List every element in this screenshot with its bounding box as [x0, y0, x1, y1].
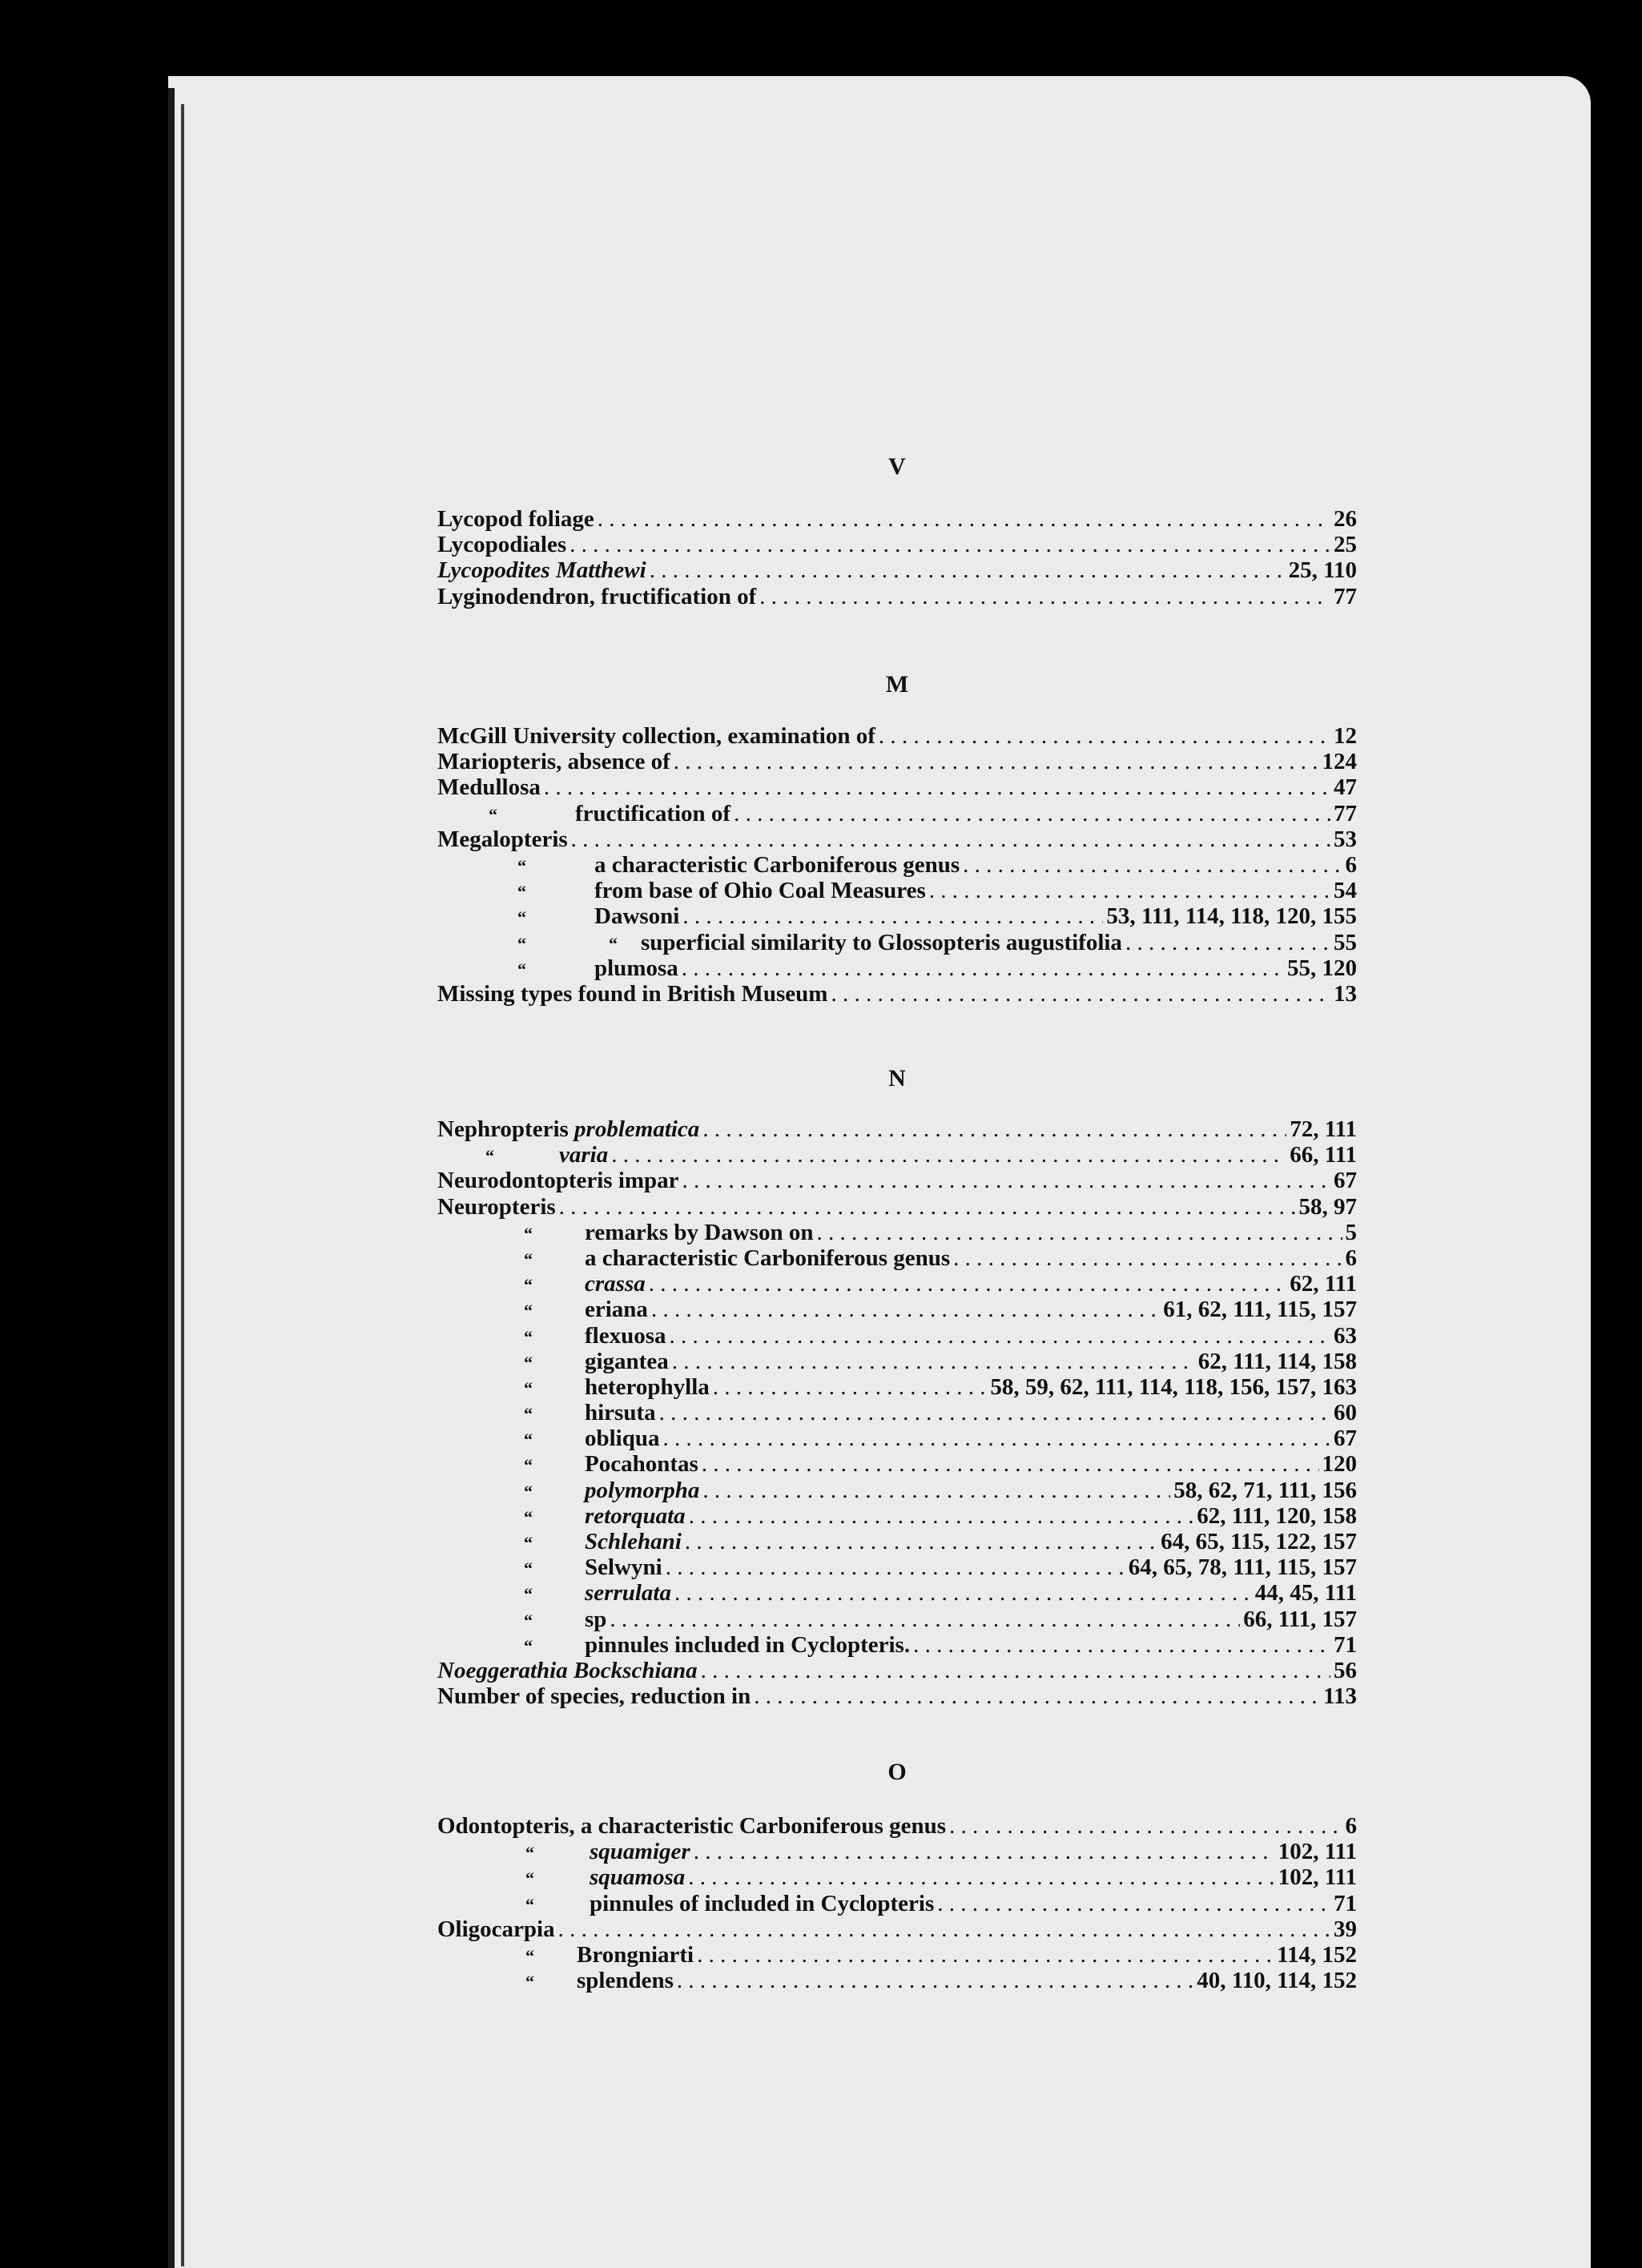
- section-o: [437, 1813, 1357, 1993]
- entry-pages: 66, 111, 157: [1243, 1606, 1357, 1632]
- index-entry: [437, 749, 1357, 774]
- section-letter-o: O: [887, 1759, 907, 1785]
- dot-leader: [569, 532, 1330, 557]
- entry-text: squamiger: [590, 1839, 690, 1865]
- entry-label: [437, 1503, 686, 1530]
- dot-leader: [816, 1220, 1342, 1245]
- entry-label: [437, 1116, 699, 1142]
- index-entry: [437, 1271, 1357, 1297]
- entry-text: polymorpha: [585, 1477, 700, 1503]
- entry-label: [437, 903, 679, 931]
- dot-leader: [682, 955, 1284, 981]
- entry-pages: 62, 111: [1290, 1271, 1357, 1297]
- entry-pages: 64, 65, 115, 122, 157: [1161, 1529, 1357, 1554]
- index-entry: [437, 955, 1357, 981]
- entry-pages: 72, 111: [1290, 1116, 1357, 1142]
- entry-label: [437, 1554, 662, 1582]
- ditto-mark: “: [524, 1481, 533, 1502]
- entry-label: [437, 1349, 669, 1376]
- entry-label: [437, 1426, 660, 1453]
- entry-text: splendens: [577, 1968, 674, 1994]
- entry-label: Medullosa: [437, 774, 541, 801]
- entry-label: [437, 1942, 694, 1969]
- index-entry: [437, 826, 1357, 852]
- dot-leader: [734, 801, 1330, 826]
- entry-pages: 12: [1334, 723, 1357, 749]
- entry-label: [437, 1529, 682, 1556]
- entry-pages: 102, 111: [1278, 1864, 1357, 1891]
- entry-pages: 13: [1334, 980, 1357, 1007]
- entry-pages: 6: [1345, 1245, 1357, 1271]
- entry-text: from base of Ohio Coal Measures: [594, 878, 926, 904]
- entry-label: Neurodontopteris impar: [437, 1168, 679, 1194]
- ditto-mark: “: [525, 1868, 534, 1889]
- entry-text: pinnules included in Cyclopteris.: [585, 1631, 911, 1658]
- ditto-mark: “: [517, 933, 526, 954]
- index-entry: [437, 1658, 1357, 1683]
- entry-pages: 71: [1334, 1890, 1357, 1916]
- entry-label: [437, 801, 730, 828]
- ditto-mark: “: [524, 1635, 533, 1656]
- ditto-mark: “: [517, 855, 526, 876]
- dot-leader: [963, 852, 1342, 878]
- entry-label: Number of species, reduction in: [437, 1683, 751, 1710]
- entry-text: plumosa: [594, 955, 678, 981]
- entry-pages: 67: [1334, 1168, 1357, 1194]
- index-entry: [437, 1864, 1357, 1890]
- dot-leader: [913, 1632, 1330, 1658]
- section-m: [437, 723, 1357, 1007]
- entry-text: obliqua: [585, 1426, 660, 1452]
- entry-text: superficial similarity to Glossopteris augustifolia: [641, 929, 1122, 955]
- index-entry: [437, 801, 1357, 826]
- entry-text: a characteristic Carboniferous genus: [594, 851, 960, 878]
- dot-leader: [663, 1426, 1331, 1451]
- index-entry: [437, 1116, 1357, 1142]
- entry-pages: 113: [1323, 1683, 1357, 1710]
- entry-pages: 58, 62, 71, 111, 156: [1173, 1477, 1357, 1503]
- binding-edge: [168, 88, 175, 2268]
- entry-label: [437, 1891, 934, 1918]
- binding-shadow: [181, 104, 184, 2266]
- index-entry: [437, 1220, 1357, 1245]
- index-entry: [437, 1503, 1357, 1529]
- entry-label: Lycopodiales: [437, 532, 567, 558]
- ditto-mark: “: [524, 1506, 533, 1527]
- entry-pages: 124: [1322, 749, 1357, 775]
- index-entry: [437, 1451, 1357, 1477]
- index-entry: [437, 981, 1357, 1007]
- index-entry: [437, 1194, 1357, 1220]
- ditto-mark: “: [524, 1558, 533, 1579]
- dot-leader: [649, 1271, 1286, 1297]
- ditto-mark: “: [524, 1275, 533, 1296]
- index-entry: [437, 1245, 1357, 1271]
- ditto-mark: “: [525, 1894, 534, 1915]
- dot-leader: [929, 878, 1330, 903]
- entry-text: Dawsoni: [594, 903, 680, 930]
- section-letter-n: N: [888, 1065, 906, 1092]
- entry-label: [437, 1839, 690, 1866]
- entry-pages: 64, 65, 78, 111, 115, 157: [1128, 1554, 1357, 1581]
- entry-text: varia: [559, 1142, 609, 1168]
- index-entry: [437, 1529, 1357, 1554]
- entry-label: Mariopteris, absence of: [437, 749, 670, 775]
- ditto-mark: “: [517, 882, 526, 903]
- entry-label: [437, 1864, 685, 1892]
- entry-label: Noeggerathia Bockschiana: [437, 1657, 698, 1683]
- dot-leader: [650, 557, 1286, 583]
- dot-leader: [759, 584, 1330, 609]
- dot-leader: [674, 749, 1319, 774]
- entry-text: gigantea: [585, 1348, 669, 1374]
- entry-pages: 67: [1334, 1426, 1357, 1452]
- entry-text: pinnules of included in Cyclopteris: [590, 1890, 935, 1916]
- ditto-mark: “: [485, 1146, 494, 1167]
- ditto-mark: “: [524, 1223, 533, 1244]
- dot-leader: [1125, 930, 1330, 955]
- ditto-mark: “: [524, 1301, 533, 1321]
- entry-text: Selwyni: [585, 1554, 662, 1581]
- entry-label: Lycopodites Matthewi: [437, 557, 646, 584]
- ditto-mark: “: [524, 1352, 533, 1373]
- ditto-mark: “: [517, 959, 526, 979]
- dot-leader: [689, 1503, 1194, 1529]
- entry-pages: 60: [1334, 1400, 1357, 1426]
- entry-label: Lyginodendron, fructification of: [437, 583, 757, 609]
- dot-leader: [544, 774, 1330, 800]
- dot-leader: [697, 1942, 1274, 1968]
- entry-pages: 62, 111, 114, 158: [1197, 1348, 1357, 1374]
- entry-text: flexuosa: [585, 1322, 666, 1349]
- entry-text: serrulata: [585, 1580, 671, 1606]
- index-entry: [437, 557, 1357, 583]
- index-entry: [437, 1142, 1357, 1168]
- index-entry: [437, 1478, 1357, 1503]
- ditto-mark: “: [525, 1945, 534, 1966]
- dot-leader: [702, 1116, 1286, 1142]
- entry-label: Lycopod foliage: [437, 506, 594, 532]
- index-entry: [437, 774, 1357, 800]
- dot-leader: [670, 1323, 1331, 1349]
- section-v: [437, 506, 1357, 609]
- entry-text: remarks by Dawson on: [585, 1219, 814, 1245]
- index-entry: [437, 1813, 1357, 1839]
- dot-leader: [685, 1529, 1157, 1554]
- index-entry: [437, 1632, 1357, 1658]
- section-letter-v: V: [888, 453, 906, 480]
- entry-label: [437, 1323, 666, 1350]
- entry-label: [437, 1142, 608, 1169]
- dot-leader: [666, 1554, 1125, 1580]
- dot-leader: [702, 1478, 1170, 1503]
- index-entry: [437, 1297, 1357, 1322]
- ditto-mark: “: [524, 1326, 533, 1347]
- entry-label: Missing types found in British Museum: [437, 980, 828, 1007]
- entry-pages: 102, 111: [1278, 1839, 1357, 1865]
- ditto-mark: “: [517, 907, 526, 928]
- entry-label: [437, 1478, 699, 1505]
- entry-pages: 53, 111, 114, 118, 120, 155: [1106, 903, 1357, 930]
- entry-pages: 120: [1322, 1451, 1357, 1478]
- index-entry: [437, 1839, 1357, 1864]
- index-entry: [437, 852, 1357, 878]
- ditto-mark: “: [524, 1610, 533, 1631]
- dot-leader: [611, 1142, 1286, 1168]
- dot-leader: [949, 1813, 1342, 1839]
- index-entry: [437, 532, 1357, 557]
- entry-label: [437, 1271, 646, 1298]
- ditto-mark: “: [524, 1430, 533, 1450]
- index-entry: [437, 1683, 1357, 1709]
- ditto-mark: “: [609, 933, 618, 954]
- entry-label: [437, 1580, 671, 1607]
- index-entry: [437, 1400, 1357, 1426]
- dot-leader: [677, 1968, 1193, 1993]
- entry-pages: 56: [1334, 1657, 1357, 1683]
- entry-pages: 61, 62, 111, 115, 157: [1163, 1297, 1357, 1323]
- entry-pages: 71: [1334, 1631, 1357, 1658]
- ditto-mark: “: [524, 1533, 533, 1553]
- entry-pages: 47: [1334, 774, 1357, 801]
- entry-pages: 54: [1334, 878, 1357, 904]
- index-entry: [437, 930, 1357, 955]
- entry-text: retorquata: [585, 1502, 686, 1529]
- dot-leader: [672, 1349, 1195, 1374]
- dot-leader: [953, 1245, 1342, 1271]
- entry-text-italic: problematica: [574, 1116, 700, 1142]
- entry-label: Oligocarpia: [437, 1916, 555, 1942]
- entry-text: heterophylla: [585, 1373, 710, 1400]
- entry-text: Schlehani: [585, 1529, 682, 1554]
- dot-leader: [659, 1400, 1330, 1426]
- entry-label: [437, 930, 1122, 957]
- entry-pages: 25, 110: [1288, 557, 1357, 584]
- entry-pages: 6: [1345, 1813, 1357, 1839]
- index-entry: [437, 1891, 1357, 1916]
- entry-pages: 5: [1345, 1219, 1357, 1245]
- entry-text: fructification of: [575, 800, 731, 826]
- entry-text: sp: [585, 1606, 607, 1632]
- dot-leader: [713, 1374, 988, 1400]
- entry-label: [437, 1297, 648, 1324]
- ditto-mark: “: [524, 1455, 533, 1476]
- ditto-mark: “: [489, 804, 497, 825]
- entry-label: Megalopteris: [437, 826, 568, 852]
- dot-leader: [754, 1683, 1320, 1709]
- index-entry: [437, 1323, 1357, 1349]
- entry-text: squamosa: [590, 1864, 686, 1891]
- index-entry: [437, 1349, 1357, 1374]
- entry-label: McGill University collection, examination of: [437, 723, 875, 749]
- index-entry: [437, 1554, 1357, 1580]
- entry-pages: 53: [1334, 826, 1357, 852]
- entry-label: [437, 878, 926, 905]
- dot-leader: [688, 1864, 1274, 1890]
- index-entry: [437, 584, 1357, 609]
- entry-label: Neuropteris: [437, 1193, 556, 1220]
- ditto-mark: “: [525, 1972, 534, 1993]
- index-entry: [437, 506, 1357, 532]
- entry-label: [437, 1606, 606, 1634]
- entry-label: [437, 852, 960, 879]
- dot-leader: [610, 1606, 1240, 1632]
- dot-leader: [559, 1194, 1296, 1220]
- entry-label: [437, 955, 678, 983]
- entry-label: [437, 1245, 950, 1273]
- section-n: [437, 1116, 1357, 1709]
- entry-pages: 62, 111, 120, 158: [1197, 1502, 1357, 1529]
- entry-label: [437, 1968, 674, 1995]
- entry-label: [437, 1451, 698, 1478]
- index-entry: [437, 903, 1357, 929]
- entry-pages: 44, 45, 111: [1254, 1580, 1357, 1606]
- entry-pages: 55, 120: [1287, 955, 1357, 981]
- dot-leader: [558, 1916, 1330, 1942]
- ditto-mark: “: [524, 1404, 533, 1425]
- entry-pages: 77: [1334, 800, 1357, 826]
- entry-text: hirsuta: [585, 1400, 656, 1426]
- index-entry: [437, 1968, 1357, 1993]
- index-entry: [437, 1606, 1357, 1632]
- ditto-mark: “: [524, 1377, 533, 1398]
- index-entry: [437, 1426, 1357, 1451]
- dot-leader: [701, 1658, 1330, 1683]
- entry-label: [437, 1374, 710, 1401]
- entry-pages: 77: [1334, 583, 1357, 609]
- entry-pages: 55: [1334, 929, 1357, 955]
- ditto-mark: “: [524, 1584, 533, 1605]
- entry-label: Odontopteris, a characteristic Carboniferous genus: [437, 1813, 946, 1839]
- dot-leader: [937, 1891, 1330, 1916]
- entry-pages: 26: [1334, 506, 1357, 532]
- index-entry: [437, 1916, 1357, 1942]
- ditto-mark: “: [524, 1249, 533, 1269]
- index-entry: [437, 1942, 1357, 1968]
- index-entry: [437, 1168, 1357, 1193]
- index-entry: [437, 1580, 1357, 1606]
- dot-leader: [831, 981, 1330, 1007]
- dot-leader: [702, 1451, 1319, 1477]
- dot-leader: [879, 723, 1330, 749]
- entry-label: [437, 1400, 656, 1427]
- entry-pages: 66, 111: [1290, 1142, 1357, 1168]
- entry-pages: 25: [1334, 532, 1357, 558]
- dot-leader: [694, 1839, 1275, 1864]
- index-entry: [437, 878, 1357, 903]
- entry-pages: 58, 97: [1298, 1193, 1357, 1220]
- entry-label: [437, 1632, 910, 1659]
- index-entry: [437, 1374, 1357, 1400]
- entry-text: eriana: [585, 1297, 648, 1323]
- dot-leader: [651, 1297, 1160, 1322]
- index-entry: [437, 723, 1357, 749]
- entry-text: Brongniarti: [577, 1941, 694, 1968]
- dot-leader: [674, 1580, 1252, 1606]
- dot-leader: [598, 506, 1330, 532]
- ditto-mark: “: [525, 1843, 534, 1864]
- dot-leader: [571, 826, 1330, 852]
- entry-pages: 39: [1334, 1916, 1357, 1942]
- dot-leader: [682, 1168, 1330, 1193]
- section-letter-m: M: [885, 671, 909, 698]
- entry-pages: 40, 110, 114, 152: [1197, 1968, 1357, 1994]
- entry-text: Nephropteris: [437, 1116, 575, 1142]
- dot-leader: [682, 903, 1103, 929]
- entry-pages: 63: [1334, 1322, 1357, 1349]
- entry-label: [437, 1220, 813, 1247]
- entry-pages: 58, 59, 62, 111, 114, 118, 156, 157, 163: [990, 1373, 1357, 1400]
- entry-pages: 6: [1345, 851, 1357, 878]
- entry-pages: 114, 152: [1277, 1941, 1357, 1968]
- entry-text: Pocahontas: [585, 1451, 698, 1478]
- entry-text: crassa: [585, 1271, 646, 1297]
- entry-text: a characteristic Carboniferous genus: [585, 1245, 951, 1271]
